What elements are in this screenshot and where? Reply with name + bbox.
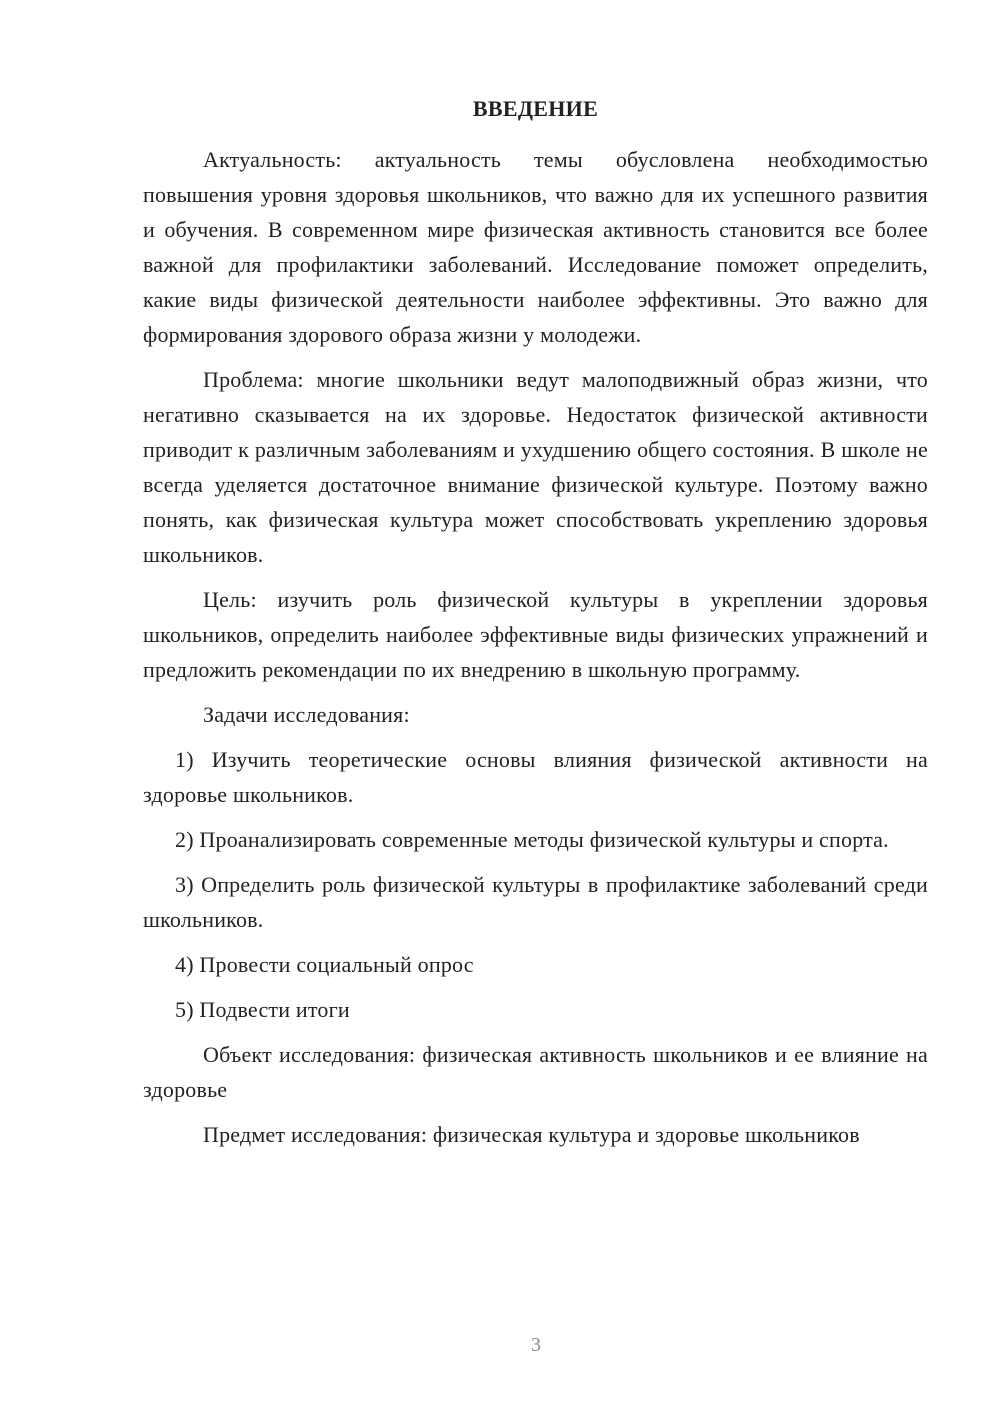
section-title: ВВЕДЕНИЕ — [472, 96, 599, 121]
task-item-5: 5) Подвести итоги — [175, 997, 350, 1022]
task-item-2: 2) Проанализировать современные методы физической культуры и спорта. — [175, 827, 889, 852]
task-item-3: 3) Определить роль физической культуры в профилактике заболеваний среди школьников. — [143, 872, 928, 932]
task-item-4: 4) Провести социальный опрос — [175, 952, 474, 977]
paragraph-object: Объект исследования: физическая активность школьников и ее влияние на здоровье — [143, 1042, 928, 1102]
paragraph-problem: Проблема: многие школьники ведут малоподвижный образ жизни, что негативно сказывается на их здоровье. Недостаток физической активности приводит к различным заболеваниям и ухудшению общего состояния. В школе не всегда уделяется достаточное внимание физической культуре. Поэтому важно понять, как физическая культура может способствовать укреплению здоровья школьников. — [143, 367, 928, 567]
paragraph-relevance: Актуальность: актуальность темы обусловлена необходимостью повышения уровня здоровья школьников, что важно для их успешного развития и обучения. В современном мире физическая активность становится все более важной для профилактики заболеваний. Исследование поможет определить, какие виды физической деятельности наиболее эффективны. Это важно для формирования здорового образа жизни у молодежи. — [143, 147, 928, 347]
task-item-1: 1) Изучить теоретические основы влияния физической активности на здоровье школьников. — [143, 747, 928, 807]
paragraph-tasks-heading: Задачи исследования: — [203, 702, 410, 727]
page-number: 3 — [531, 1334, 541, 1356]
paragraph-goal: Цель: изучить роль физической культуры в укреплении здоровья школьников, определить наиболее эффективные виды физических упражнений и предложить рекомендации по их внедрению в школьную программу. — [143, 587, 928, 682]
document-page — [143, 94, 928, 1162]
paragraph-subject: Предмет исследования: физическая культура и здоровье школьников — [203, 1122, 860, 1147]
